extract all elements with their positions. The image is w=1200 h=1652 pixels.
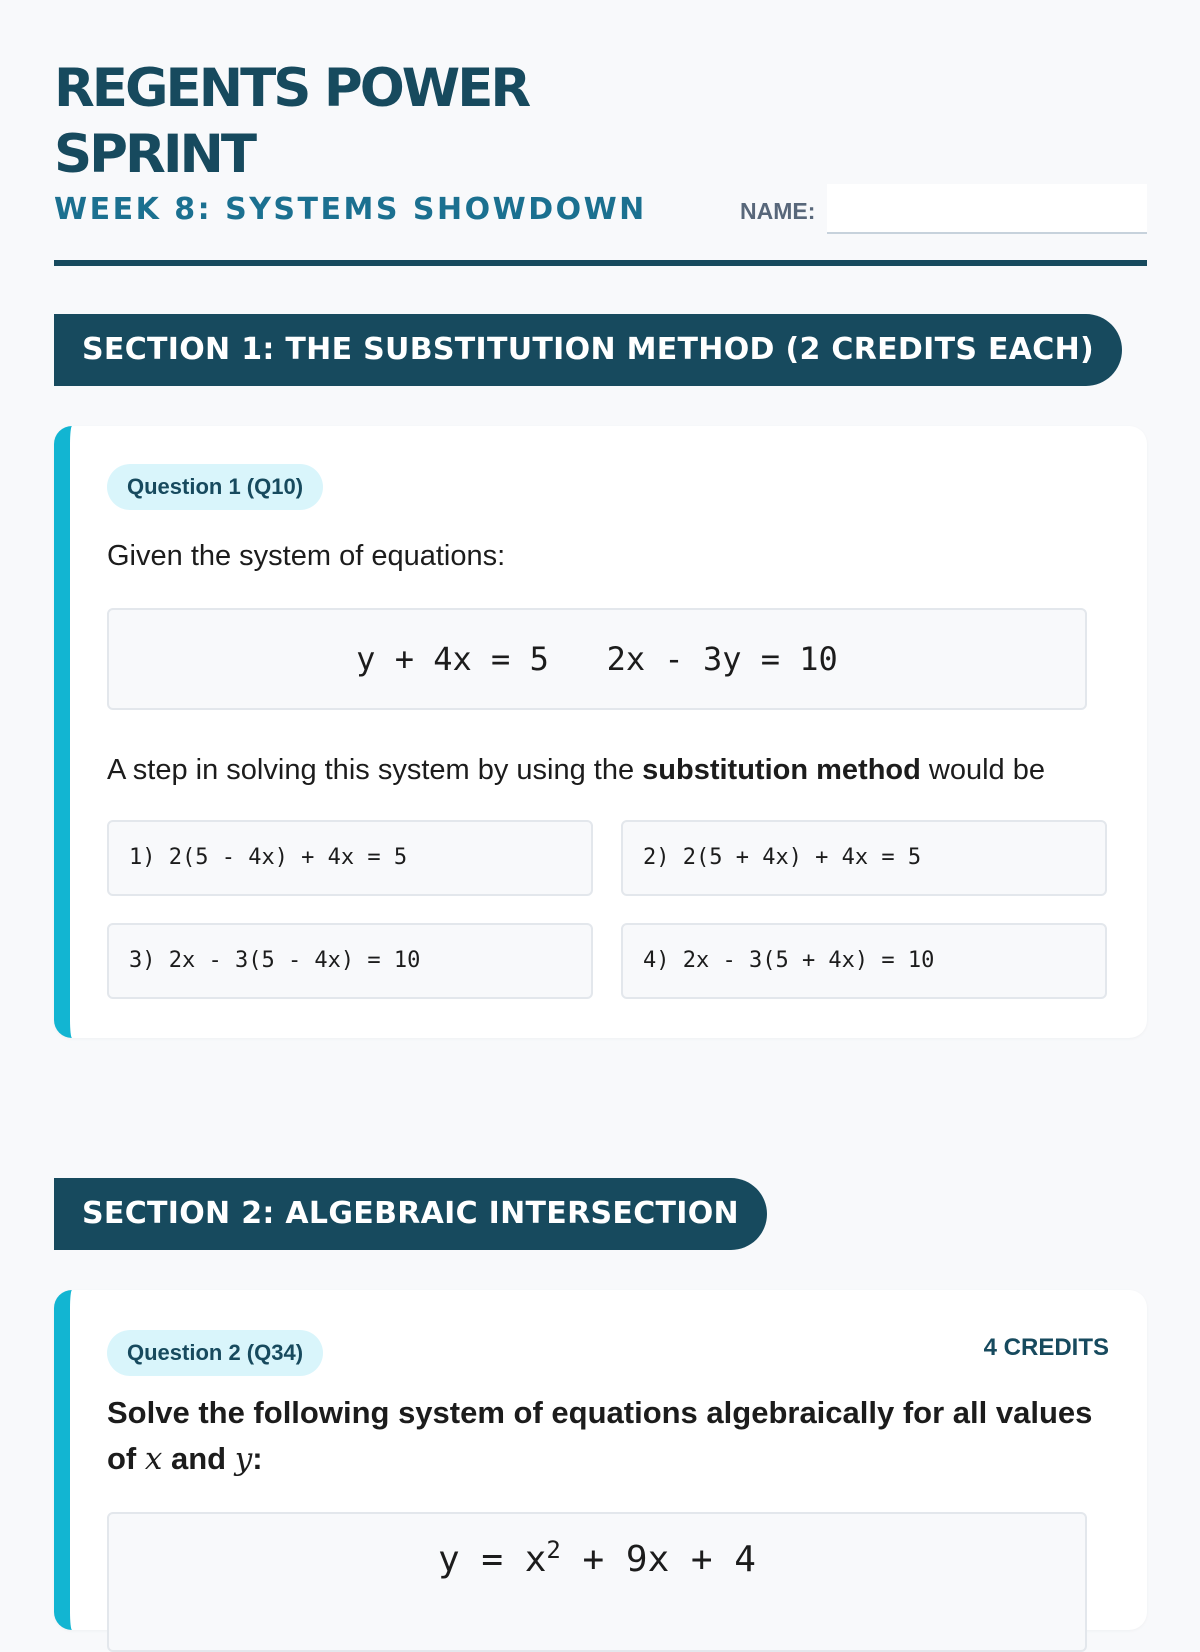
question-2-equation [107,1512,1087,1652]
question-1-badge: Question 1 (Q10) [107,464,323,510]
question-2-credits: 4 CREDITS [983,1334,1109,1361]
var-y: y [234,1441,253,1477]
choice-2[interactable]: 2) 2(5 + 4x) + 4x = 5 [621,820,1107,896]
choice-3[interactable]: 3) 2x - 3(5 - 4x) = 10 [107,923,593,999]
subtitle-row [54,184,1147,234]
question-2-badge: Question 2 (Q34) [107,1330,323,1376]
name-field[interactable] [827,184,1147,234]
question-2-card [54,1290,1147,1630]
choice-1[interactable]: 1) 2(5 - 4x) + 4x = 5 [107,820,593,896]
question-1-stem [107,754,1045,787]
question-1-card [54,426,1147,1038]
page-subtitle: WEEK 8: SYSTEMS SHOWDOWN [54,192,647,227]
worksheet-header [54,56,1147,227]
choice-4[interactable]: 4) 2x - 3(5 + 4x) = 10 [621,923,1107,999]
equation-exponent: 2 [546,1536,561,1564]
section-1-banner: SECTION 1: THE SUBSTITUTION METHOD (2 CREDITS EACH) [54,314,1122,386]
stem-text-bold: substitution method [642,754,921,786]
stem-text-before: A step in solving this system by using the [107,754,643,786]
header-divider [54,260,1147,266]
prompt-text: Solve the following system of equations algebraically for all values of [107,1395,1093,1476]
equation-lhs: y = x [438,1539,547,1580]
equation-rhs: + 9x + 4 [560,1539,756,1580]
question-1-equations: y + 4x = 5 2x - 3y = 10 [107,608,1087,710]
var-x: x [144,1441,163,1477]
question-1-intro: Given the system of equations: [107,540,506,572]
question-2-prompt [107,1390,1097,1482]
section-2-banner: SECTION 2: ALGEBRAIC INTERSECTION [54,1178,767,1250]
name-label: NAME: [740,198,816,224]
prompt-and: and [162,1441,235,1476]
prompt-end: : [252,1441,263,1476]
page-title: REGENTS POWER SPRINT [54,58,529,185]
stem-text-after: would be [920,754,1045,786]
